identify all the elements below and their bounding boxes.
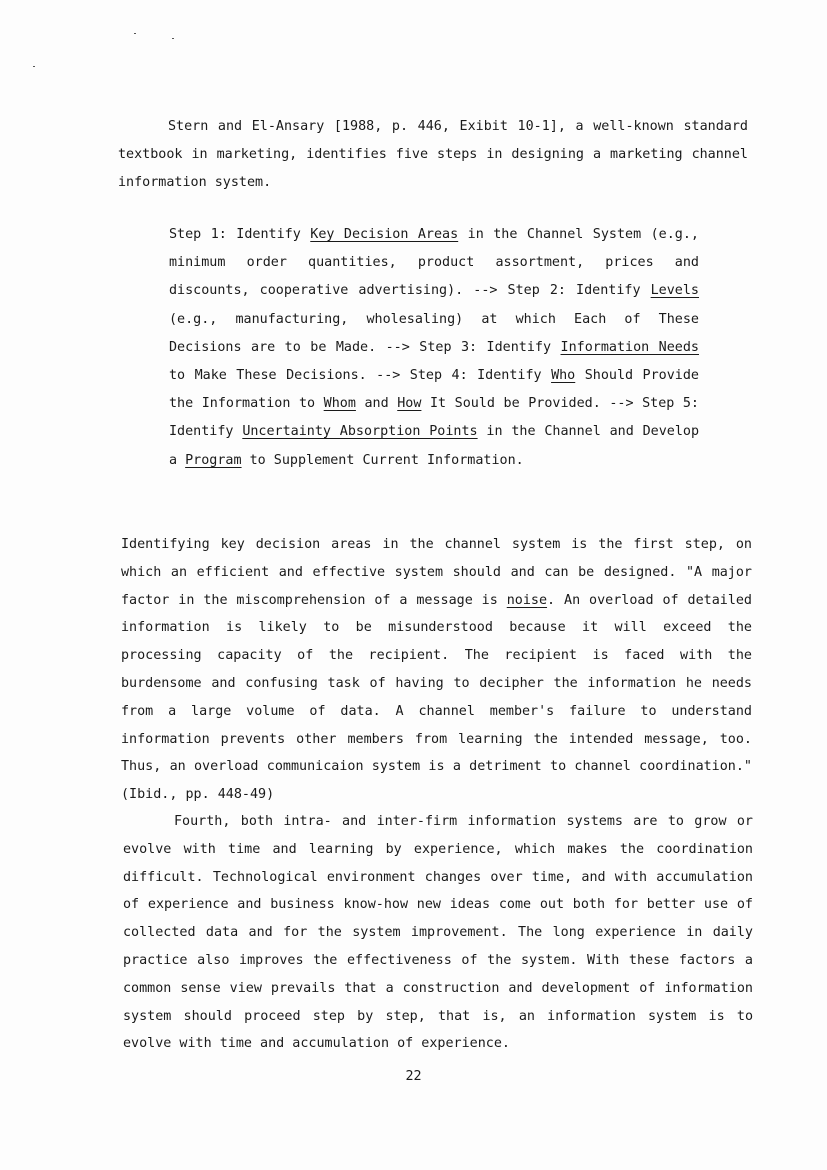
underlined-how: How <box>397 396 422 412</box>
page-number: 22 <box>405 1069 422 1084</box>
step-4-text: Should Provide the Information to <box>169 368 699 412</box>
underlined-key-decision-areas: Key Decision Areas <box>310 227 459 242</box>
underlined-levels: Levels <box>650 283 699 299</box>
step-4-and: and <box>355 396 398 412</box>
underlined-whom: Whom <box>323 396 356 412</box>
step-2-3-text: (e.g., manufacturing, wholesaling) at which Each of These Decisions are to be Made. --> Step 3: Identify <box>169 311 699 355</box>
step-4-5-text: It Sould be Provided. --> Step 5: Identify <box>169 396 699 440</box>
underlined-uncertainty-absorption-points: Uncertainty Absorption Points <box>242 424 478 440</box>
step-1-text: Step 1: Identify <box>169 227 311 242</box>
step-5-text: in the Channel and Develop a <box>169 424 700 468</box>
underlined-who: Who <box>551 368 576 384</box>
scan-speck <box>134 33 136 34</box>
underlined-program: Program <box>185 452 242 468</box>
step-1-2-text: in the Channel System (e.g., minimum order quantities, product assortment, prices and discounts, cooperative advertising). --> Step 2: Identify <box>169 227 699 299</box>
step-5-end: to Supplement Current Information. <box>241 452 524 468</box>
step-3-4-text: to Make These Decisions. --> Step 4: Identify <box>169 368 552 384</box>
fourth-text: Fourth, both intra- and inter-firm information systems are to grow or evolve with time and learning by experience, which makes the coordination difficult. Technological environment changes over time, and with accumulation of experience and business know-how new ideas come out both for better use of collected data and for the system improvement. The long experience in daily practice also improves the effectiveness of the system. With these factors a common sense view prevails that a construction and development of information system should proceed step by step, that is, an information system is to evolve with time and accumulation of experience. <box>123 814 753 1052</box>
decision-areas-paragraph <box>121 531 752 809</box>
steps-quotation <box>169 221 699 475</box>
underlined-information-needs: Information Needs <box>560 339 699 355</box>
scan-speck <box>33 66 35 67</box>
intro-text: Stern and El-Ansary [1988, p. 446, Exibit 10-1], a well-known standard textbook in marketing, identifies five steps in designing a marketing channel information system. <box>118 119 748 190</box>
scan-speck <box>172 38 174 39</box>
fourth-paragraph <box>123 808 753 1058</box>
decision-text-a: Identifying key decision areas in the channel system is the first step, on which an efficient and effective system should and can be designed. "A major factor in the miscomprehension of a message is <box>121 537 752 608</box>
underlined-noise: noise <box>506 592 548 608</box>
decision-text-b: . An overload of detailed information is likely to be misunderstood because it will exceed the processing capacity of the recipient. The recipient is faced with the burdensome and confusing task of having to decipher the information he needs from a large volume of data. A channel member's failure to understand information prevents other members from learning the intended message, too. Thus, an overload communicaion system is a detriment to channel coordination." (Ibid., pp. 448-49) <box>121 592 752 803</box>
intro-paragraph <box>118 113 748 197</box>
